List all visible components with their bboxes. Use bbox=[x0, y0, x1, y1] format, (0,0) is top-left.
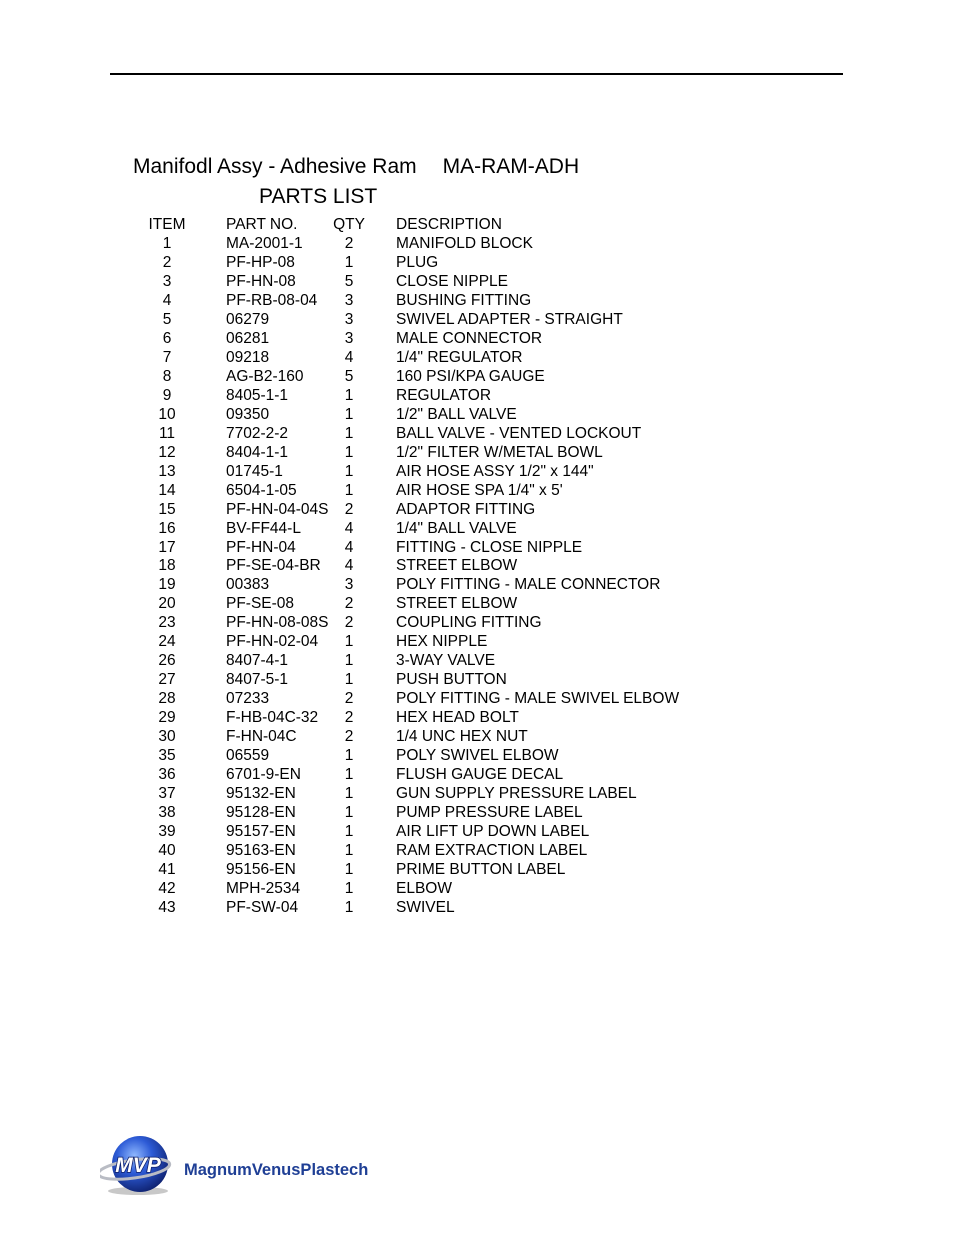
cell-item: 35 bbox=[158, 747, 176, 765]
cell-item: 6 bbox=[162, 329, 172, 347]
table-row bbox=[0, 557, 954, 576]
cell-item: 9 bbox=[162, 386, 172, 404]
company-logo bbox=[100, 1133, 390, 1197]
table-row bbox=[0, 235, 954, 254]
cell-description: POLY FITTING - MALE SWIVEL ELBOW bbox=[396, 690, 680, 708]
cell-description: PUMP PRESSURE LABEL bbox=[396, 804, 583, 822]
cell-description: ADAPTOR FITTING bbox=[396, 500, 536, 518]
cell-qty: 4 bbox=[344, 557, 354, 575]
table-row bbox=[0, 842, 954, 861]
cell-description: 1/4" BALL VALVE bbox=[396, 519, 517, 537]
table-row bbox=[0, 785, 954, 804]
table-row bbox=[0, 823, 954, 842]
cell-description: HEX NIPPLE bbox=[396, 633, 488, 651]
table-row bbox=[0, 482, 954, 501]
cell-part-no: PF-HN-04 bbox=[226, 538, 296, 556]
cell-qty: 1 bbox=[344, 785, 354, 803]
cell-description: AIR HOSE SPA 1/4" x 5' bbox=[396, 481, 563, 499]
cell-qty: 2 bbox=[344, 235, 354, 252]
cell-qty: 1 bbox=[344, 747, 354, 765]
cell-part-no: 09218 bbox=[226, 348, 270, 366]
cell-item: 18 bbox=[158, 557, 176, 575]
cell-item: 2 bbox=[162, 253, 172, 271]
table-row bbox=[0, 387, 954, 406]
cell-qty: 1 bbox=[344, 424, 354, 442]
cell-qty: 3 bbox=[344, 576, 354, 594]
cell-part-no: 07233 bbox=[226, 690, 270, 708]
cell-description: 1/2" BALL VALVE bbox=[396, 405, 517, 423]
cell-description: REGULATOR bbox=[396, 386, 492, 404]
cell-part-no: PF-SE-08 bbox=[226, 595, 295, 613]
table-row bbox=[0, 254, 954, 273]
cell-item: 8 bbox=[162, 367, 172, 385]
cell-description: POLY FITTING - MALE CONNECTOR bbox=[396, 576, 661, 594]
cell-part-no: 6701-9-EN bbox=[226, 766, 301, 784]
table-row bbox=[0, 501, 954, 520]
cell-description: 1/2" FILTER W/METAL BOWL bbox=[396, 443, 603, 461]
cell-qty: 1 bbox=[344, 898, 354, 916]
table-row bbox=[0, 368, 954, 387]
cell-qty: 2 bbox=[344, 595, 354, 613]
cell-part-no: 95163-EN bbox=[226, 842, 296, 860]
cell-part-no: PF-HN-08-08S bbox=[226, 614, 329, 632]
cell-description: STREET ELBOW bbox=[396, 595, 518, 613]
cell-qty: 1 bbox=[344, 652, 354, 670]
cell-qty: 1 bbox=[344, 671, 354, 689]
cell-qty: 1 bbox=[344, 481, 354, 499]
cell-item: 42 bbox=[158, 879, 176, 897]
table-row bbox=[0, 766, 954, 785]
cell-qty: 1 bbox=[344, 253, 354, 271]
table-row bbox=[0, 861, 954, 880]
table-row bbox=[0, 539, 954, 558]
cell-qty: 5 bbox=[344, 272, 354, 290]
header-description: DESCRIPTION bbox=[396, 216, 502, 233]
cell-part-no: AG-B2-160 bbox=[226, 367, 304, 385]
parts-table-header bbox=[0, 216, 954, 235]
cell-part-no: PF-HP-08 bbox=[226, 253, 295, 271]
parts-list-heading: PARTS LIST bbox=[259, 185, 378, 208]
cell-qty: 4 bbox=[344, 348, 354, 366]
cell-item: 29 bbox=[158, 709, 176, 727]
cell-part-no: 95157-EN bbox=[226, 823, 296, 841]
cell-qty: 1 bbox=[344, 462, 354, 480]
table-row bbox=[0, 633, 954, 652]
cell-item: 43 bbox=[158, 898, 176, 916]
cell-part-no: PF-SW-04 bbox=[226, 898, 299, 916]
cell-description: AIR HOSE ASSY 1/2" x 144" bbox=[396, 462, 594, 480]
cell-item: 15 bbox=[158, 500, 176, 518]
mvp-logo-icon bbox=[100, 1133, 390, 1197]
document-title bbox=[133, 155, 579, 179]
logo-wordmark: MagnumVenusPlastech bbox=[184, 1161, 369, 1179]
cell-item: 41 bbox=[158, 861, 176, 878]
cell-description: SWIVEL bbox=[396, 898, 455, 916]
cell-part-no: PF-RB-08-04 bbox=[226, 291, 318, 309]
cell-part-no: F-HN-04C bbox=[226, 728, 297, 746]
cell-part-no: BV-FF44-L bbox=[226, 519, 301, 537]
cell-part-no: 7702-2-2 bbox=[226, 424, 289, 442]
cell-item: 26 bbox=[158, 652, 176, 670]
header-part-no: PART NO. bbox=[226, 216, 298, 233]
table-row bbox=[0, 690, 954, 709]
cell-description: PLUG bbox=[396, 253, 439, 271]
cell-qty: 1 bbox=[344, 861, 354, 878]
cell-part-no: 06281 bbox=[226, 329, 270, 347]
cell-item: 14 bbox=[158, 481, 176, 499]
cell-qty: 2 bbox=[344, 690, 354, 708]
cell-qty: 2 bbox=[344, 728, 354, 746]
cell-description: PUSH BUTTON bbox=[396, 671, 507, 689]
cell-part-no: 06279 bbox=[226, 310, 270, 328]
cell-description: POLY SWIVEL ELBOW bbox=[396, 747, 559, 765]
cell-part-no: F-HB-04C-32 bbox=[226, 709, 319, 727]
table-row bbox=[0, 292, 954, 311]
cell-description: COUPLING FITTING bbox=[396, 614, 542, 632]
cell-description: 160 PSI/KPA GAUGE bbox=[396, 367, 545, 385]
table-row bbox=[0, 311, 954, 330]
cell-item: 7 bbox=[162, 348, 172, 366]
table-row bbox=[0, 349, 954, 368]
cell-qty: 1 bbox=[344, 405, 354, 423]
table-row bbox=[0, 425, 954, 444]
cell-item: 38 bbox=[158, 804, 176, 822]
cell-description: MALE CONNECTOR bbox=[396, 329, 543, 347]
cell-item: 13 bbox=[158, 462, 176, 480]
table-row bbox=[0, 520, 954, 539]
table-row bbox=[0, 804, 954, 823]
cell-item: 28 bbox=[158, 690, 176, 708]
table-row bbox=[0, 709, 954, 728]
cell-description: PRIME BUTTON LABEL bbox=[396, 861, 566, 878]
cell-description: STREET ELBOW bbox=[396, 557, 518, 575]
cell-qty: 2 bbox=[344, 500, 354, 518]
cell-description: ELBOW bbox=[396, 879, 452, 897]
table-row bbox=[0, 330, 954, 349]
cell-item: 39 bbox=[158, 823, 176, 841]
cell-qty: 2 bbox=[344, 614, 354, 632]
cell-part-no: 8405-1-1 bbox=[226, 386, 289, 404]
cell-qty: 1 bbox=[344, 386, 354, 404]
cell-part-no: 8407-5-1 bbox=[226, 671, 289, 689]
cell-part-no: PF-HN-02-04 bbox=[226, 633, 319, 651]
cell-part-no: PF-SE-04-BR bbox=[226, 557, 321, 575]
cell-qty: 3 bbox=[344, 329, 354, 347]
cell-description: BALL VALVE - VENTED LOCKOUT bbox=[396, 424, 642, 442]
cell-part-no: 8404-1-1 bbox=[226, 443, 289, 461]
cell-item: 40 bbox=[158, 842, 176, 860]
cell-part-no: 6504-1-05 bbox=[226, 481, 297, 499]
cell-part-no: 00383 bbox=[226, 576, 270, 594]
table-row bbox=[0, 614, 954, 633]
cell-qty: 5 bbox=[344, 367, 354, 385]
cell-item: 16 bbox=[158, 519, 176, 537]
cell-part-no: 01745-1 bbox=[226, 462, 283, 480]
header-item: ITEM bbox=[148, 216, 186, 233]
cell-description: SWIVEL ADAPTER - STRAIGHT bbox=[396, 310, 623, 328]
cell-qty: 1 bbox=[344, 804, 354, 822]
cell-item: 11 bbox=[158, 424, 176, 442]
logo-mark: MVP bbox=[115, 1154, 161, 1177]
cell-item: 27 bbox=[158, 671, 176, 689]
top-rule bbox=[110, 73, 843, 75]
cell-qty: 1 bbox=[344, 842, 354, 860]
cell-item: 1 bbox=[162, 235, 172, 252]
cell-description: FLUSH GAUGE DECAL bbox=[396, 766, 564, 784]
cell-item: 20 bbox=[158, 595, 176, 613]
cell-qty: 3 bbox=[344, 291, 354, 309]
table-row bbox=[0, 899, 954, 918]
cell-part-no: 06559 bbox=[226, 747, 270, 765]
cell-item: 4 bbox=[162, 291, 172, 309]
cell-qty: 1 bbox=[344, 879, 354, 897]
cell-description: BUSHING FITTING bbox=[396, 291, 532, 309]
header-qty: QTY bbox=[333, 216, 365, 233]
cell-description: AIR LIFT UP DOWN LABEL bbox=[396, 823, 590, 841]
table-row bbox=[0, 595, 954, 614]
cell-item: 12 bbox=[158, 443, 176, 461]
cell-part-no: 95156-EN bbox=[226, 861, 296, 878]
cell-item: 10 bbox=[158, 405, 176, 423]
table-row bbox=[0, 652, 954, 671]
cell-item: 24 bbox=[158, 633, 176, 651]
cell-description: CLOSE NIPPLE bbox=[396, 272, 508, 290]
cell-item: 30 bbox=[158, 728, 176, 746]
cell-qty: 1 bbox=[344, 823, 354, 841]
cell-qty: 4 bbox=[344, 538, 354, 556]
table-row bbox=[0, 273, 954, 292]
cell-item: 17 bbox=[158, 538, 176, 556]
cell-part-no: MPH-2534 bbox=[226, 879, 301, 897]
table-row bbox=[0, 880, 954, 899]
cell-part-no: 95132-EN bbox=[226, 785, 296, 803]
cell-qty: 2 bbox=[344, 709, 354, 727]
table-row bbox=[0, 576, 954, 595]
table-row bbox=[0, 747, 954, 766]
cell-qty: 1 bbox=[344, 443, 354, 461]
cell-description: 1/4 UNC HEX NUT bbox=[396, 728, 528, 746]
cell-part-no: 95128-EN bbox=[226, 804, 296, 822]
cell-description: 1/4" REGULATOR bbox=[396, 348, 523, 366]
cell-description: 3-WAY VALVE bbox=[396, 652, 496, 670]
cell-description: RAM EXTRACTION LABEL bbox=[396, 842, 588, 860]
cell-item: 3 bbox=[162, 272, 172, 290]
cell-item: 23 bbox=[158, 614, 176, 632]
cell-part-no: 8407-4-1 bbox=[226, 652, 289, 670]
table-row bbox=[0, 671, 954, 690]
table-row bbox=[0, 728, 954, 747]
cell-qty: 1 bbox=[344, 766, 354, 784]
cell-item: 5 bbox=[162, 310, 172, 328]
table-row bbox=[0, 463, 954, 482]
cell-description: GUN SUPPLY PRESSURE LABEL bbox=[396, 785, 637, 803]
cell-description: HEX HEAD BOLT bbox=[396, 709, 519, 727]
cell-qty: 3 bbox=[344, 310, 354, 328]
table-row bbox=[0, 444, 954, 463]
model-number: MA-RAM-ADH bbox=[442, 155, 580, 178]
assembly-name: Manifodl Assy - Adhesive Ram bbox=[133, 155, 417, 178]
cell-part-no: PF-HN-08 bbox=[226, 272, 296, 290]
cell-qty: 4 bbox=[344, 519, 354, 537]
cell-part-no: MA-2001-1 bbox=[226, 235, 303, 252]
cell-part-no: 09350 bbox=[226, 405, 270, 423]
cell-description: FITTING - CLOSE NIPPLE bbox=[396, 538, 583, 556]
cell-part-no: PF-HN-04-04S bbox=[226, 500, 329, 518]
cell-item: 37 bbox=[158, 785, 176, 803]
cell-qty: 1 bbox=[344, 633, 354, 651]
cell-description: MANIFOLD BLOCK bbox=[396, 235, 533, 252]
cell-item: 36 bbox=[158, 766, 176, 784]
table-row bbox=[0, 406, 954, 425]
cell-item: 19 bbox=[158, 576, 176, 594]
